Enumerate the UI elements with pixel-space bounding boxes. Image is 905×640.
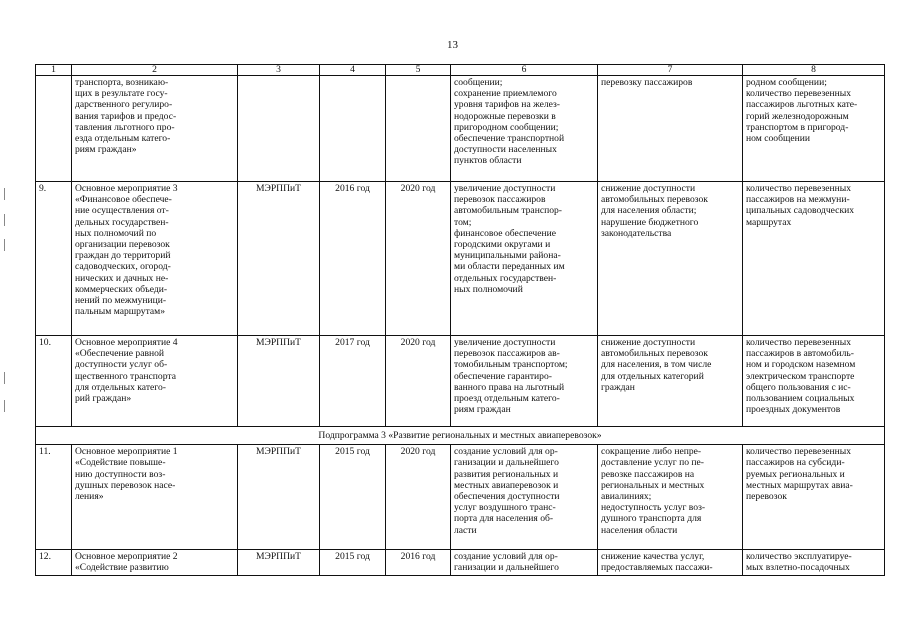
non-implementation-consequence: снижение качества услуг, предоставляемых пассажи- (598, 550, 743, 576)
non-implementation-consequence: сокращение либо непре- доставление услуг по пе- ревозке пассажиров на региональных и местных авиалиниях; недоступность услуг воз- душного транспорта для населения области (598, 445, 743, 550)
start-year: 2015 год (320, 550, 386, 576)
indicator: количество перевезенных пассажиров на субсиди- руемых региональных и местных маршрутах авиа- перевозок (743, 445, 885, 550)
end-year (386, 76, 451, 182)
page-number: 13 (447, 39, 458, 51)
table-row (36, 182, 885, 336)
expected-result: увеличение доступности перевозок пассажиров ав- томобильным транспортом; обеспечение гарантиро- ванного права на льготный проезд отдельным катего- риям граждан (451, 336, 598, 427)
executor: МЭРППиТ (238, 445, 320, 550)
row-number: 11. (36, 445, 72, 550)
indicator: количество перевезенных пассажиров в автомобиль- ном и городском наземном электрическом транспорте общего пользования с ис- пользованием социальных проездных документов (743, 336, 885, 427)
column-number: 2 (72, 65, 238, 76)
activity-name: Основное мероприятие 4 «Обеспечение равной доступности услуг об- щественного транспорта для отдельных катего- рий граждан» (72, 336, 238, 427)
column-number: 6 (451, 65, 598, 76)
column-number-row (36, 65, 885, 76)
indicator: родном сообщении; количество перевезенных пассажиров льготных кате- горий железнодорожным транспортом в пригород- ном сообщении (743, 76, 885, 182)
subprogram-row (36, 427, 885, 445)
non-implementation-consequence: перевозку пассажиров (598, 76, 743, 182)
executor (238, 76, 320, 182)
table-row (36, 550, 885, 576)
indicator: количество эксплуатируе- мых взлетно-посадочных (743, 550, 885, 576)
start-year: 2015 год (320, 445, 386, 550)
end-year: 2016 год (386, 550, 451, 576)
table-row (36, 336, 885, 427)
indicator: количество перевезенных пассажиров на межмуни- ципальных садоводческих маршрутах (743, 182, 885, 336)
executor: МЭРППиТ (238, 336, 320, 427)
executor: МЭРППиТ (238, 182, 320, 336)
end-year: 2020 год (386, 182, 451, 336)
start-year: 2017 год (320, 336, 386, 427)
margin-mark (4, 214, 5, 226)
margin-mark (4, 239, 5, 251)
start-year (320, 76, 386, 182)
column-number: 1 (36, 65, 72, 76)
margin-mark (4, 188, 5, 200)
activity-name: Основное мероприятие 3 «Финансовое обеспече- ние осуществления от- дельных государствен- ных полномочий по организации перевозок граждан до территорий садоводческих, огород- нических и дачных не- коммерческих объеди- нений по межмуници- пальным маршрутам» (72, 182, 238, 336)
subprogram-heading: Подпрограмма 3 «Развитие региональных и местных авиаперевозок» (36, 427, 885, 445)
column-number: 3 (238, 65, 320, 76)
column-number: 5 (386, 65, 451, 76)
row-number: 9. (36, 182, 72, 336)
activities-table (35, 64, 885, 576)
expected-result: создание условий для ор- ганизации и дальнейшего развития региональных и местных авиаперевозок и обеспечения доступности услуг воздушного транс- порта для населения об- ласти (451, 445, 598, 550)
expected-result: сообщении; сохранение приемлемого уровня тарифов на желез- нодорожные перевозки в пригородном сообщении; обеспечение транспортной доступности населенных пунктов области (451, 76, 598, 182)
margin-mark (4, 400, 5, 412)
end-year: 2020 год (386, 445, 451, 550)
non-implementation-consequence: снижение доступности автомобильных перевозок для населения области; нарушение бюджетного законодательства (598, 182, 743, 336)
start-year: 2016 год (320, 182, 386, 336)
activity-name: Основное мероприятие 2 «Содействие развитию (72, 550, 238, 576)
table-row (36, 445, 885, 550)
column-number: 4 (320, 65, 386, 76)
executor: МЭРППиТ (238, 550, 320, 576)
end-year: 2020 год (386, 336, 451, 427)
row-number: 12. (36, 550, 72, 576)
column-number: 7 (598, 65, 743, 76)
expected-result: создание условий для ор- ганизации и дальнейшего (451, 550, 598, 576)
row-number (36, 76, 72, 182)
row-number: 10. (36, 336, 72, 427)
activity-name: транспорта, возникаю- щих в результате госу- дарственного регулиро- вания тарифов и предос- тавления льготного про- езда отдельным катего- риям граждан» (72, 76, 238, 182)
non-implementation-consequence: снижение доступности автомобильных перевозок для населения, в том числе для отдельных категорий граждан (598, 336, 743, 427)
table-row (36, 76, 885, 182)
expected-result: увеличение доступности перевозок пассажиров автомобильным транспор- том; финансовое обеспечение городскими округами и муниципальными района- ми области переданных им отдельных государствен- ных полномочий (451, 182, 598, 336)
column-number: 8 (743, 65, 885, 76)
margin-mark (4, 372, 5, 384)
activity-name: Основное мероприятие 1 «Содействие повыше- нию доступности воз- душных перевозок насе- ления» (72, 445, 238, 550)
